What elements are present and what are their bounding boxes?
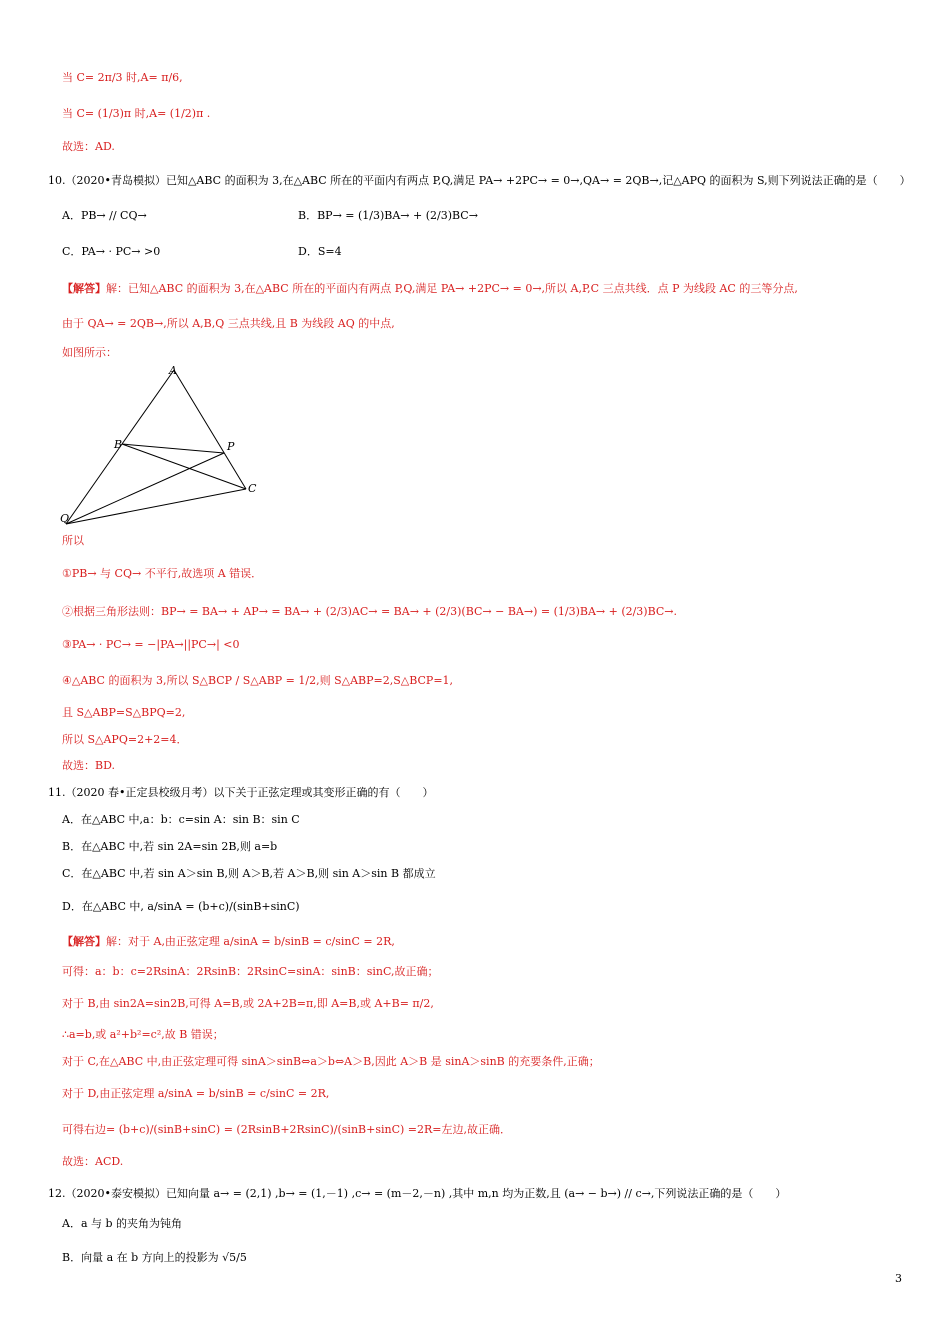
solution-line: 当 C= (1/3)π 时,A= (1/2)π . <box>62 107 211 120</box>
option-a: A．PB→ // CQ→ <box>62 209 147 222</box>
solution-line: ①PB→ 与 CQ→ 不平行,故选项 A 错误． <box>62 567 263 580</box>
solution-line: 对于 D,由正弦定理 a/sinA = b/sinB = c/sinC = 2R, <box>62 1087 330 1100</box>
solution-line: ③PA→ · PC→ = −|PA→||PC→| <0 <box>62 638 240 651</box>
segment-ab <box>122 370 174 444</box>
segment-qc <box>66 489 246 524</box>
solution-line: 当 C= 2π/3 时,A= π/6, <box>62 71 183 84</box>
label-a: A <box>169 364 177 377</box>
option-a: A．a 与 b 的夹角为钝角 <box>62 1217 183 1230</box>
triangle-figure <box>58 362 268 532</box>
solution-line: 故选：AD. <box>62 140 115 153</box>
solution-line: ④△ABC 的面积为 3,所以 S△BCP / S△ABP = 1/2,则 S△ABP=2,S△BCP=1, <box>62 674 454 687</box>
solution-text: 解：对于 A,由正弦定理 a/sinA = b/sinB = c/sinC = 2R, <box>106 935 395 948</box>
page-number: 3 <box>895 1272 902 1285</box>
solution-line: 对于 B,由 sin2A=sin2B,可得 A=B,或 2A+2B=π,即 A=B,或 A+B= π/2, <box>62 997 434 1010</box>
solution-line: 对于 C,在△ABC 中,由正弦定理可得 sinA＞sinB⇔a＞b⇔A＞B,因此 A＞B 是 sinA＞sinB 的充要条件,正确； <box>62 1055 600 1068</box>
option-b: B．向量 a 在 b 方向上的投影为 √5/5 <box>62 1251 247 1264</box>
label-b: B <box>114 438 123 451</box>
option-d: D．S=4 <box>298 245 342 258</box>
solution-line: 可得右边= (b+c)/(sinB+sinC) = (2RsinB+2RsinC)/(sinB+sinC) =2R=左边,故正确． <box>62 1123 511 1136</box>
question-12: 12.（2020•泰安模拟）已知向量 a→ = (2,1) ,b→ = (1,－1) ,c→ = (m－2,－n) ,其中 m,n 均为正数,且 (a→ − b→) // c→,下列说法正确的是（ ） <box>48 1187 787 1200</box>
segment-qp <box>66 453 224 524</box>
solution-line: 如图所示： <box>62 346 117 359</box>
segment-bp <box>122 444 224 453</box>
solution-line: 故选：BD. <box>62 759 116 772</box>
question-11: 11.（2020 春•正定县校级月考）以下关于正弦定理或其变形正确的有（ ） <box>48 786 434 799</box>
option-b: B．BP→ = (1/3)BA→ + (2/3)BC→ <box>298 209 478 222</box>
solution-line: ②根据三角形法则：BP→ = BA→ + AP→ = BA→ + (2/3)AC→ = BA→ + (2/3)(BC→ − BA→) = (1/3)BA→ + (2/3)BC→. <box>62 605 678 618</box>
solution-line <box>62 934 395 950</box>
label-c: C <box>248 482 257 495</box>
option-a: A．在△ABC 中,a：b：c=sin A：sin B：sin C <box>62 813 300 826</box>
solution-text: 解：已知△ABC 的面积为 3,在△ABC 所在的平面内有两点 P,Q,满足 PA→ +2PC→ = 0→,所以 A,P,C 三点共线．点 P 为线段 AC 的三等分点, <box>106 282 798 295</box>
solution-line <box>62 281 798 297</box>
solution-line: 故选：ACD. <box>62 1155 124 1168</box>
solution-line: 所以 <box>62 534 84 547</box>
solution-line: 且 S△ABP=S△BPQ=2, <box>62 706 186 719</box>
option-c: C．PA→ · PC→ >0 <box>62 245 161 258</box>
solution-line: 所以 S△APQ=2+2=4． <box>62 733 188 746</box>
label-q: Q <box>60 512 70 525</box>
solution-line: 由于 QA→ = 2QB→,所以 A,B,Q 三点共线,且 B 为线段 AQ 的中点, <box>62 317 395 330</box>
option-c: C．在△ABC 中,若 sin A＞sin B,则 A＞B,若 A＞B,则 sin A＞sin B 都成立 <box>62 867 436 880</box>
question-10: 10.（2020•青岛模拟）已知△ABC 的面积为 3,在△ABC 所在的平面内有两点 P,Q,满足 PA→ +2PC→ = 0→,QA→ = 2QB→,记△APQ 的面积为 S,则下列说法正确的是（ ） <box>48 174 911 187</box>
label-p: P <box>227 440 235 453</box>
solution-line: ∴a=b,或 a²+b²=c²,故 B 错误； <box>62 1028 224 1041</box>
solution-label: 【解答】 <box>62 282 106 295</box>
segment-bq <box>66 444 122 524</box>
option-d: D．在△ABC 中, a/sinA = (b+c)/(sinB+sinC) <box>62 900 300 913</box>
solution-label: 【解答】 <box>62 935 106 948</box>
option-b: B．在△ABC 中,若 sin 2A=sin 2B,则 a=b <box>62 840 278 853</box>
solution-line: 可得：a：b：c=2RsinA：2RsinB：2RsinC=sinA：sinB：sinC,故正确； <box>62 965 439 978</box>
